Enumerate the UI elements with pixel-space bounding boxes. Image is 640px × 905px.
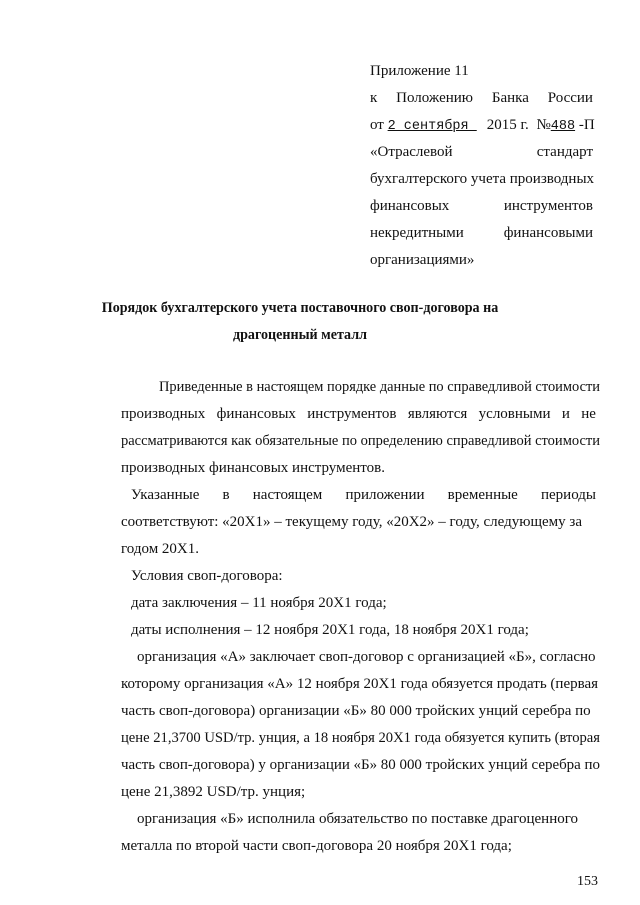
number-sign: №: [536, 117, 551, 133]
paragraph-6-line-1: организация «А» заключает своп-договор с организацией «Б», согласно: [137, 649, 596, 665]
filled-number: 488: [550, 119, 576, 134]
section-heading-line-1: Порядок бухгалтерского учета поставочного своп-договора на: [101, 300, 499, 316]
conditions-heading: Условия своп-договора:: [131, 568, 283, 584]
paragraph-1-line-2: производных финансовых инструментов являются условными и не: [121, 406, 596, 422]
paragraph-7-line-2: металла по второй части своп-договора 20 ноября 20Х1 года;: [121, 838, 512, 854]
paragraph-6-line-2: которому организация «А» 12 ноября 20Х1 года обязуется продать (первая: [121, 676, 599, 692]
paragraph-6-line-5: часть своп-договора) у организации «Б» 80 000 тройских унций серебра по: [121, 757, 600, 773]
appendix-line-4: «Отраслевой стандарт: [370, 144, 593, 160]
appendix-line-6: финансовых инструментов: [370, 198, 593, 214]
paragraph-1-line-3: рассматриваются как обязательные по определению справедливой стоимости: [121, 433, 600, 449]
appendix-line-5: бухгалтерского учета производных: [370, 171, 595, 187]
paragraph-1-line-1: Приведенные в настоящем порядке данные по справедливой стоимости: [159, 379, 600, 395]
appendix-line-8: организациями»: [370, 252, 475, 268]
date-year: 2015 г.: [486, 117, 529, 133]
appendix-line-2: к Положению Банка России: [370, 90, 593, 106]
date-prefix: от: [370, 117, 384, 133]
page-number: 153: [577, 874, 598, 889]
paragraph-6-line-4: цене 21,3700 USD/тр. унция, а 18 ноября 20Х1 года обязуется купить (вторая: [121, 730, 600, 746]
appendix-title: Приложение 11: [370, 63, 469, 79]
paragraph-1-line-4: производных финансовых инструментов.: [121, 460, 385, 476]
paragraph-6-line-6: цене 21,3892 USD/тр. унция;: [121, 784, 306, 800]
appendix-date-line: [370, 117, 595, 134]
paragraph-6-line-3: часть своп-договора) организации «Б» 80 000 тройских унций серебра по: [121, 703, 591, 719]
paragraph-2-line-3: годом 20Х1.: [121, 541, 200, 557]
filled-date: 2 сентября: [387, 119, 477, 134]
execution-dates: даты исполнения – 12 ноября 20Х1 года, 18 ноября 20Х1 года;: [131, 622, 529, 638]
number-suffix: -П: [578, 117, 595, 133]
section-heading-line-2: драгоценный металл: [232, 327, 368, 343]
appendix-line-7: некредитными финансовыми: [370, 225, 593, 241]
paragraph-7-line-1: организация «Б» исполнила обязательство по поставке драгоценного: [137, 811, 579, 827]
paragraph-2-line-2: соответствуют: «20Х1» – текущему году, «20Х2» – году, следующему за: [121, 514, 583, 530]
paragraph-2-line-1: Указанные в настоящем приложении временные периоды: [131, 487, 596, 503]
conclusion-date: дата заключения – 11 ноября 20Х1 года;: [131, 595, 387, 611]
